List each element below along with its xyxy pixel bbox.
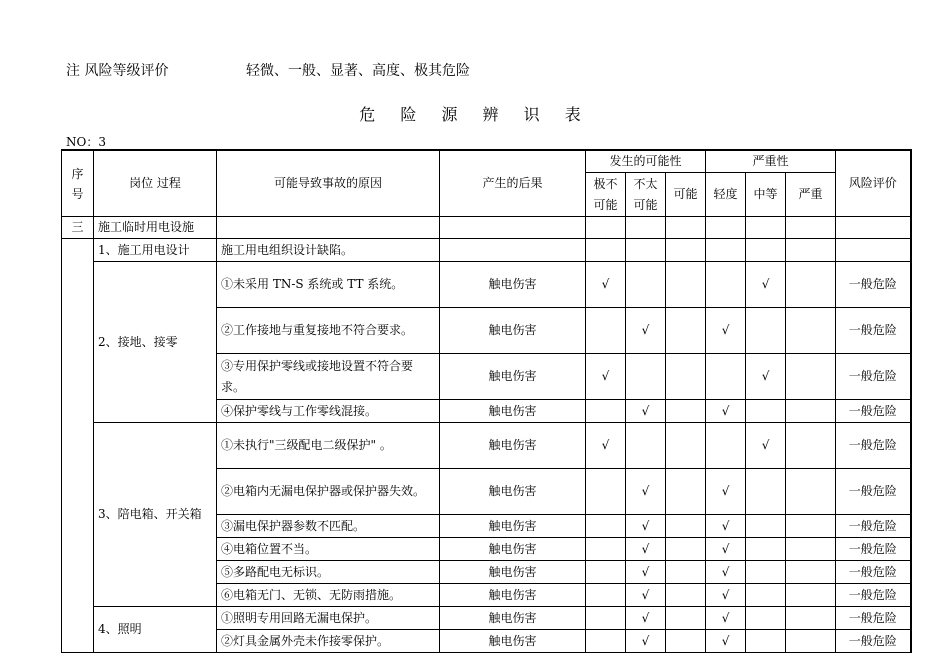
- header-severity-2: 严重: [786, 173, 836, 217]
- severity-check-1: [746, 239, 786, 262]
- likelihood-check-0: [586, 308, 626, 354]
- severity-check-2: [786, 469, 836, 515]
- likelihood-check-0: [586, 400, 626, 423]
- likelihood-check-2: [666, 423, 706, 469]
- severity-check-0: [706, 354, 746, 400]
- consequence-cell: 触电伤害: [440, 400, 586, 423]
- severity-check-0: √: [706, 584, 746, 607]
- risk-level-note: [66, 60, 470, 80]
- header-severity-1: 中等: [746, 173, 786, 217]
- severity-check-1: [746, 607, 786, 630]
- severity-check-2: [786, 354, 836, 400]
- severity-check-1: [746, 469, 786, 515]
- header-seq: 序号: [62, 150, 94, 217]
- likelihood-check-0: [586, 515, 626, 538]
- section-seq: 三: [62, 217, 94, 239]
- risk-cell: 一般危险: [836, 308, 911, 354]
- consequence-cell: 触电伤害: [440, 584, 586, 607]
- severity-check-2: [786, 308, 836, 354]
- cause-cell: ①未采用 TN-S 系统或 TT 系统。: [217, 262, 440, 308]
- severity-check-0: √: [706, 538, 746, 561]
- cause-cell: ①照明专用回路无漏电保护。: [217, 607, 440, 630]
- likelihood-check-0: [586, 584, 626, 607]
- header-post: 岗位 过程: [94, 150, 217, 217]
- likelihood-check-1: √: [626, 308, 666, 354]
- risk-cell: 一般危险: [836, 423, 911, 469]
- likelihood-check-2: [666, 262, 706, 308]
- consequence-cell: 触电伤害: [440, 607, 586, 630]
- hazard-table: [61, 149, 912, 653]
- header-cause: 可能导致事故的原因: [217, 150, 440, 217]
- severity-check-1: [746, 584, 786, 607]
- table-row: [62, 239, 911, 262]
- severity-check-1: √: [746, 354, 786, 400]
- likelihood-check-1: [626, 423, 666, 469]
- seq-cell: [62, 239, 94, 653]
- section-title: 施工临时用电设施: [94, 217, 217, 239]
- cause-cell: ③漏电保护器参数不匹配。: [217, 515, 440, 538]
- likelihood-check-1: √: [626, 538, 666, 561]
- cause-cell: ③专用保护零线或接地设置不符合要求。: [217, 354, 440, 400]
- severity-check-2: [786, 607, 836, 630]
- risk-cell: [836, 239, 911, 262]
- header-consequence: 产生的后果: [440, 150, 586, 217]
- page-title: 危 险 源 辨 识 表: [359, 105, 591, 124]
- cause-cell: ②电箱内无漏电保护器或保护器失效。: [217, 469, 440, 515]
- consequence-cell: 触电伤害: [440, 630, 586, 653]
- header-severity-0: 轻度: [706, 173, 746, 217]
- cause-cell: ②工作接地与重复接地不符合要求。: [217, 308, 440, 354]
- risk-cell: 一般危险: [836, 630, 911, 653]
- likelihood-check-2: [666, 538, 706, 561]
- likelihood-check-1: √: [626, 584, 666, 607]
- severity-check-0: √: [706, 400, 746, 423]
- likelihood-check-1: √: [626, 630, 666, 653]
- risk-cell: 一般危险: [836, 469, 911, 515]
- severity-check-2: [786, 538, 836, 561]
- severity-check-1: [746, 515, 786, 538]
- likelihood-check-0: √: [586, 423, 626, 469]
- severity-check-0: √: [706, 515, 746, 538]
- severity-check-0: √: [706, 561, 746, 584]
- severity-check-0: √: [706, 630, 746, 653]
- table-row: [62, 607, 911, 630]
- likelihood-check-0: [586, 607, 626, 630]
- cause-cell: ⑥电箱无门、无锁、无防雨措施。: [217, 584, 440, 607]
- likelihood-check-2: [666, 308, 706, 354]
- likelihood-check-0: [586, 538, 626, 561]
- severity-check-1: √: [746, 423, 786, 469]
- likelihood-check-0: [586, 561, 626, 584]
- severity-check-0: √: [706, 607, 746, 630]
- header-likelihood-0: 极不可能: [586, 173, 626, 217]
- likelihood-check-1: √: [626, 400, 666, 423]
- likelihood-check-0: [586, 239, 626, 262]
- cause-cell: ④电箱位置不当。: [217, 538, 440, 561]
- header-risk: 风险评价: [836, 150, 911, 217]
- likelihood-check-2: [666, 607, 706, 630]
- likelihood-check-1: [626, 354, 666, 400]
- severity-check-2: [786, 239, 836, 262]
- header-likelihood-2: 可能: [666, 173, 706, 217]
- table-row: [62, 262, 911, 308]
- likelihood-check-2: [666, 561, 706, 584]
- likelihood-check-1: √: [626, 561, 666, 584]
- post-cell: 1、施工用电设计: [94, 239, 217, 262]
- cause-cell: 施工用电组织设计缺陷。: [217, 239, 440, 262]
- likelihood-check-1: [626, 239, 666, 262]
- likelihood-check-2: [666, 354, 706, 400]
- post-cell: 3、陪电箱、开关箱: [94, 423, 217, 607]
- likelihood-check-0: [586, 630, 626, 653]
- severity-check-1: [746, 561, 786, 584]
- severity-check-2: [786, 561, 836, 584]
- severity-check-2: [786, 515, 836, 538]
- likelihood-check-2: [666, 400, 706, 423]
- severity-check-2: [786, 584, 836, 607]
- severity-check-0: √: [706, 308, 746, 354]
- section-row: [62, 217, 911, 239]
- likelihood-check-1: √: [626, 515, 666, 538]
- cause-cell: ②灯具金属外壳未作接零保护。: [217, 630, 440, 653]
- sheet-number: NO：3: [66, 135, 106, 149]
- risk-cell: 一般危险: [836, 538, 911, 561]
- likelihood-check-0: √: [586, 354, 626, 400]
- risk-cell: 一般危险: [836, 515, 911, 538]
- risk-cell: 一般危险: [836, 607, 911, 630]
- header-severity-group: 严重性: [706, 150, 836, 173]
- note-label: 注 风险等级评价: [66, 63, 169, 79]
- severity-check-1: [746, 400, 786, 423]
- cause-cell: ①未执行"三级配电二级保护" 。: [217, 423, 440, 469]
- severity-check-0: [706, 423, 746, 469]
- severity-check-2: [786, 423, 836, 469]
- consequence-cell: 触电伤害: [440, 561, 586, 584]
- severity-check-1: [746, 538, 786, 561]
- consequence-cell: 触电伤害: [440, 538, 586, 561]
- cause-cell: ⑤多路配电无标识。: [217, 561, 440, 584]
- likelihood-check-0: √: [586, 262, 626, 308]
- severity-check-2: [786, 630, 836, 653]
- likelihood-check-2: [666, 469, 706, 515]
- severity-check-1: √: [746, 262, 786, 308]
- consequence-cell: 触电伤害: [440, 308, 586, 354]
- consequence-cell: 触电伤害: [440, 515, 586, 538]
- header-likelihood-group: 发生的可能性: [586, 150, 706, 173]
- severity-check-2: [786, 262, 836, 308]
- risk-cell: 一般危险: [836, 262, 911, 308]
- risk-cell: 一般危险: [836, 354, 911, 400]
- consequence-cell: 触电伤害: [440, 423, 586, 469]
- severity-check-0: √: [706, 469, 746, 515]
- consequence-cell: 触电伤害: [440, 469, 586, 515]
- severity-check-0: [706, 239, 746, 262]
- consequence-cell: 触电伤害: [440, 354, 586, 400]
- likelihood-check-2: [666, 630, 706, 653]
- likelihood-check-2: [666, 584, 706, 607]
- likelihood-check-0: [586, 469, 626, 515]
- post-cell: 4、照明: [94, 607, 217, 653]
- post-cell: 2、接地、接零: [94, 262, 217, 423]
- severity-check-1: [746, 630, 786, 653]
- risk-cell: 一般危险: [836, 561, 911, 584]
- severity-check-1: [746, 308, 786, 354]
- consequence-cell: [440, 239, 586, 262]
- likelihood-check-1: √: [626, 469, 666, 515]
- note-levels: 轻微、一般、显著、高度、极其危险: [246, 63, 470, 79]
- consequence-cell: 触电伤害: [440, 262, 586, 308]
- header-likelihood-1: 不太可能: [626, 173, 666, 217]
- table-row: [62, 423, 911, 469]
- likelihood-check-1: [626, 262, 666, 308]
- cause-cell: ④保护零线与工作零线混接。: [217, 400, 440, 423]
- likelihood-check-2: [666, 515, 706, 538]
- risk-cell: 一般危险: [836, 400, 911, 423]
- likelihood-check-2: [666, 239, 706, 262]
- severity-check-0: [706, 262, 746, 308]
- risk-cell: 一般危险: [836, 584, 911, 607]
- likelihood-check-1: √: [626, 607, 666, 630]
- severity-check-2: [786, 400, 836, 423]
